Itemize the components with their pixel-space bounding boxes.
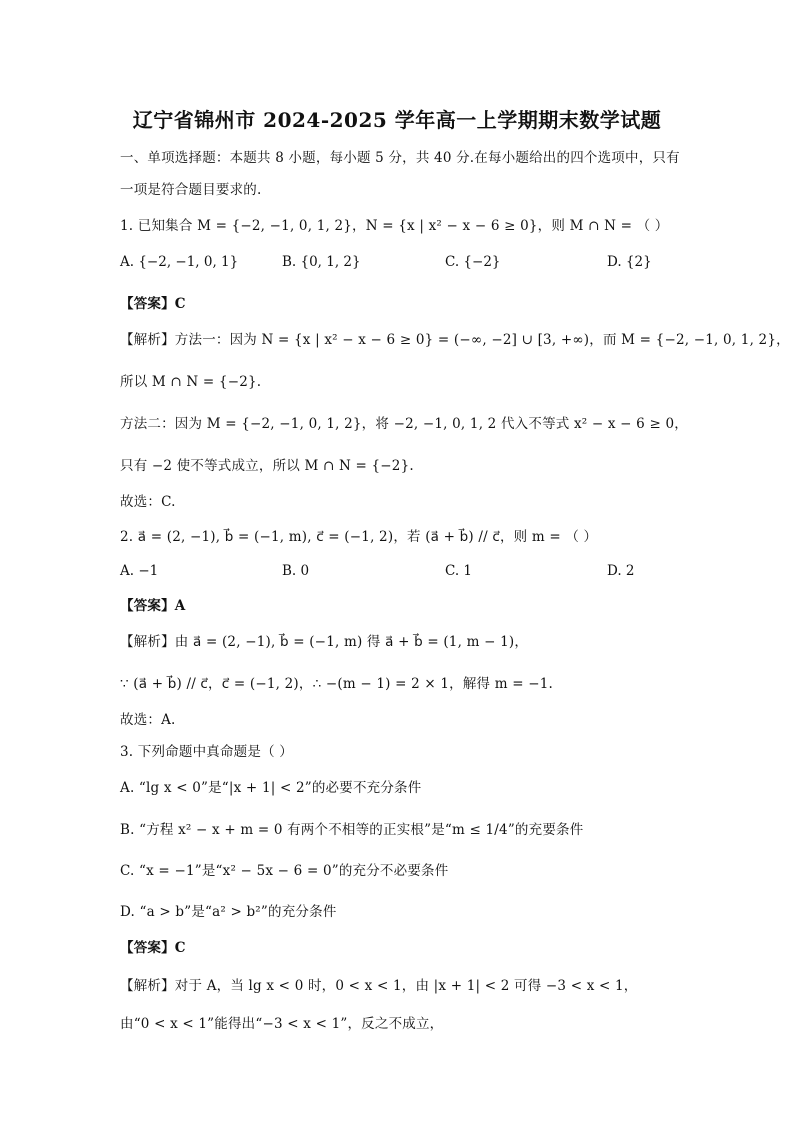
question-3-stem: 3. 下列命题中真命题是（ ） <box>120 744 293 760</box>
question-1-option-a: A. {−2, −1, 0, 1} <box>120 254 239 270</box>
question-1-answer: 【答案】C <box>120 296 186 312</box>
question-1-analysis-line: 方法二：因为 M = {−2, −1, 0, 1, 2}，将 −2, −1, 0, 1, 2 代入不等式 x² − x − 6 ≥ 0， <box>120 416 688 432</box>
question-1-option-c: C. {−2} <box>445 254 501 270</box>
question-3-option-c: C. “x = −1”是“x² − 5x − 6 = 0”的充分不必要条件 <box>120 863 449 879</box>
question-2-stem: 2. a⃗ = (2, −1), b⃗ = (−1, m), c⃗ = (−1, 2)，若 (a⃗ + b⃗) // c⃗，则 m = （ ） <box>120 529 598 545</box>
question-2-answer: 【答案】A <box>120 598 186 614</box>
question-1-analysis-line: 故选：C. <box>120 494 176 510</box>
question-3-analysis-line: 由“0 < x < 1”能得出“−3 < x < 1”，反之不成立， <box>120 1016 444 1032</box>
section-instruction-line-1: 一、单项选择题：本题共 8 小题，每小题 5 分，共 40 分.在每小题给出的四个选项中，只有 <box>120 150 680 166</box>
question-1-analysis-line: 只有 −2 使不等式成立，所以 M ∩ N = {−2}. <box>120 458 414 474</box>
question-3-analysis-line: 【解析】对于 A，当 lg x < 0 时，0 < x < 1，由 |x + 1| < 2 可得 −3 < x < 1， <box>120 978 638 994</box>
question-1-analysis-line: 【解析】方法一：因为 N = {x | x² − x − 6 ≥ 0} = (−∞, −2] ∪ [3, +∞)，而 M = {−2, −1, 0, 1, 2}， <box>120 332 790 348</box>
question-2-analysis-line: 【解析】由 a⃗ = (2, −1), b⃗ = (−1, m) 得 a⃗ + b⃗ = (1, m − 1)， <box>120 634 529 650</box>
question-2-option-c: C. 1 <box>445 563 473 579</box>
question-2-option-b: B. 0 <box>282 563 310 579</box>
question-2-analysis-line: 故选：A. <box>120 712 176 728</box>
question-2-analysis-line: ∵ (a⃗ + b⃗) // c⃗，c⃗ = (−1, 2)，∴ −(m − 1) = 2 × 1，解得 m = −1. <box>120 676 554 692</box>
page-title: 辽宁省锦州市 2024-2025 学年高一上学期期末数学试题 <box>132 108 662 132</box>
question-1-option-b: B. {0, 1, 2} <box>282 254 361 270</box>
question-3-answer: 【答案】C <box>120 940 186 956</box>
question-2-option-d: D. 2 <box>607 563 635 579</box>
section-instruction-line-2: 一项是符合题目要求的. <box>120 182 262 198</box>
question-3-option-b: B. “方程 x² − x + m = 0 有两个不相等的正实根”是“m ≤ 1/4”的充要条件 <box>120 822 584 838</box>
question-1-option-d: D. {2} <box>607 254 652 270</box>
question-1-analysis-line: 所以 M ∩ N = {−2}. <box>120 374 262 390</box>
question-2-option-a: A. −1 <box>120 563 159 579</box>
question-3-option-d: D. “a > b”是“a² > b²”的充分条件 <box>120 904 337 920</box>
question-1-stem: 1. 已知集合 M = {−2, −1, 0, 1, 2}，N = {x | x² − x − 6 ≥ 0}，则 M ∩ N = （ ） <box>120 218 669 234</box>
question-3-option-a: A. “lg x < 0”是“|x + 1| < 2”的必要不充分条件 <box>120 780 422 796</box>
